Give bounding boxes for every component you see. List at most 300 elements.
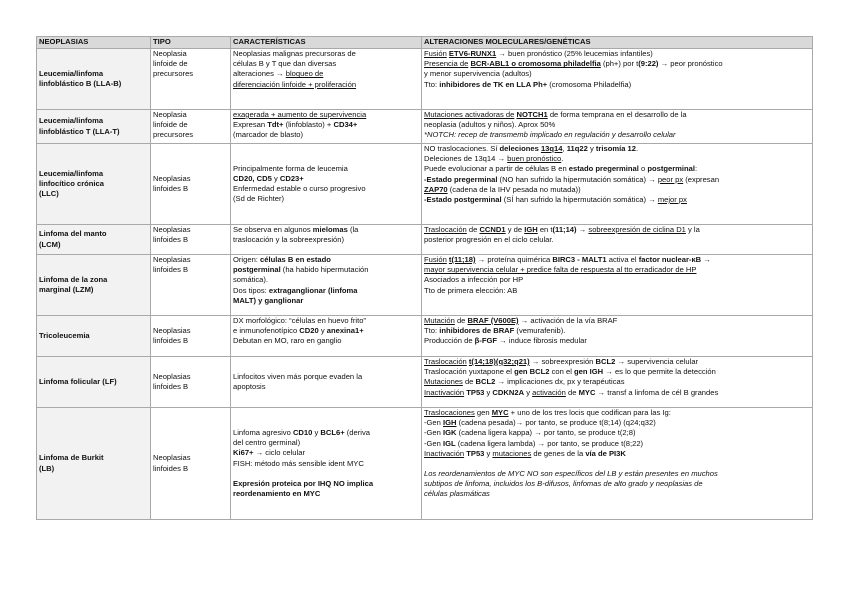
text-run: (cadena pesada)→ por tanto, se produce t(8;14) (q24;q32) [456, 418, 656, 428]
text-run: Se observa en algunos [233, 225, 313, 234]
text-run: Tto: [424, 79, 440, 89]
alteracion-line [424, 175, 810, 185]
text-run: Dos tipos: [233, 285, 269, 295]
text-run: (11;14) [552, 225, 577, 234]
text-run: (linfoblasto) + [283, 120, 334, 130]
text-run: CD20 [299, 326, 319, 336]
caracteristica-line [233, 296, 419, 306]
caracteristica-line [233, 80, 419, 90]
text-run: gen IGH [574, 367, 604, 377]
neoplasia-line: Leucemia/linfoma [39, 168, 104, 178]
table-row [37, 357, 813, 408]
neoplasia-line: Leucemia/linfoma [39, 68, 104, 78]
cell-neoplasia [37, 357, 151, 408]
cell-caracteristicas [231, 255, 422, 316]
caracteristica-line [233, 448, 419, 458]
text-run: y [318, 326, 327, 336]
text-run: deleciones [499, 144, 539, 153]
text-run: mielomas [312, 225, 348, 234]
cell-caracteristicas [231, 225, 422, 255]
caracteristica-line [233, 194, 419, 204]
text-run: t(14;18)(q32;q21) [468, 357, 530, 366]
text-run: → ciclo celular [253, 448, 305, 458]
alteracion-line [424, 130, 810, 140]
text-run: y la [685, 225, 700, 234]
text-run: subtipos de linfoma, incluidos los B-difusos, linfomas de alto grado y neoplasias de [424, 479, 703, 489]
cell-caracteristicas [231, 408, 422, 520]
text-run: MALT) y ganglionar [233, 295, 304, 305]
caracteristica-line [233, 110, 419, 120]
text-run: Presencia de [424, 59, 469, 69]
caracteristica-line [233, 336, 419, 346]
text-run: Tto de primera elección: AB [424, 285, 518, 295]
text-run: Tdt+ [267, 120, 284, 130]
header-caracteristicas: CARACTERÍSTICAS [231, 37, 422, 49]
neoplasia-line: Leucemia/linfoma [39, 116, 104, 126]
text-run: (cadena de la IHV pesada no mutada)) [447, 184, 581, 194]
cell-neoplasia [37, 255, 151, 316]
text-run: CD23+ [279, 173, 304, 183]
header-tipo: TIPO [151, 37, 231, 49]
text-run: . [635, 144, 639, 153]
text-run: TP53 [466, 448, 485, 458]
document-page [36, 36, 812, 520]
text-run: (ha habido hipermutación [280, 265, 369, 275]
text-run: con el [549, 367, 574, 377]
text-run: Expresan [233, 120, 268, 130]
text-run: (Sd de Richter) [233, 194, 285, 204]
text-run: anexina1+ [326, 326, 364, 336]
text-run: y de [505, 225, 525, 234]
neoplasia-line: linfocítico crónica [39, 178, 104, 188]
alteracion-line [424, 110, 810, 120]
text-run: (SÍ han sufrido la hipermutación somática) → [501, 195, 658, 205]
text-run: (cadena ligera lambda) → por tanto, se produce t(8;22) [455, 438, 644, 448]
text-run: activación [532, 387, 566, 397]
text-run: alteraciones → [233, 69, 286, 79]
alteracion-line [424, 377, 810, 387]
text-run: IGK [443, 428, 457, 438]
text-run: → peor pronóstico [658, 59, 723, 69]
text-run: mutaciones [492, 448, 532, 458]
text-run: Origen: [233, 255, 261, 264]
text-run: CD20, CD5 [233, 173, 272, 183]
table-row [37, 110, 813, 144]
neoplasia-line: Linfoma de Burkit [39, 453, 104, 463]
text-run: en t [537, 225, 553, 234]
cell-caracteristicas [231, 49, 422, 110]
text-run: . [561, 154, 564, 164]
table-row [37, 144, 813, 225]
text-run: Linfoma agresivo [233, 427, 293, 437]
text-run: exagerada + aumento de supervivencia [233, 110, 367, 119]
alteracion-line [424, 418, 810, 428]
text-run: → induce fibrosis medular [497, 336, 587, 346]
alteracion-line [424, 195, 810, 205]
text-run: Tto: [424, 326, 440, 336]
cell-caracteristicas [231, 144, 422, 225]
cell-tipo [151, 110, 231, 144]
text-run: peor px [657, 174, 684, 184]
text-run: NO traslocaciones. Sí [424, 144, 500, 153]
caracteristica-line [233, 438, 419, 448]
text-run: gen BCL2 [514, 367, 550, 377]
alteracion-line [424, 428, 810, 438]
text-run: → es lo que permite la detección [603, 367, 716, 377]
table-body [37, 49, 813, 520]
neoplasia-line: linfoblástico B (LLA-B) [39, 79, 122, 88]
alteracion-line [424, 144, 810, 154]
text-run: 13q14 [540, 144, 563, 153]
text-run: 11q22 [566, 144, 588, 153]
caracteristica-line [233, 382, 419, 392]
header-row [37, 37, 813, 49]
text-run: inhibidores de BRAF [439, 326, 515, 336]
text-run: (vemurafenib). [514, 326, 566, 336]
cell-tipo [151, 49, 231, 110]
text-run: Los reordenamientos de MYC NO son específicos del LB y están presentes en muchos [424, 469, 718, 479]
text-run: BCR-ABL1 o cromosoma philadelfia [470, 59, 601, 69]
text-run: Mutación [424, 316, 455, 325]
alteracion-line [424, 49, 810, 59]
text-run: Asociados a infección por HP [424, 275, 524, 285]
tipo-line: Neoplasia [153, 110, 187, 119]
text-run: activa el [606, 255, 639, 264]
caracteristica-line [233, 459, 419, 469]
text-run: Inactivación [424, 387, 465, 397]
tipo-line: precursores [153, 69, 194, 79]
text-run: e inmunofenotípico [233, 326, 300, 336]
text-run: CD10 [292, 427, 313, 437]
text-run: DX morfológico: “células en huevo frito” [233, 316, 366, 325]
text-run: β-FGF [474, 336, 498, 346]
cell-tipo [151, 255, 231, 316]
text-run: de [462, 377, 476, 387]
text-run: Traslocaciones [424, 408, 475, 417]
text-run: mejor px [657, 195, 687, 205]
cell-tipo [151, 316, 231, 357]
caracteristica-line [233, 275, 419, 285]
text-run: (NO han sufrido la hipermutación somática) → [497, 174, 658, 184]
text-run: somática). [233, 275, 269, 285]
neoplasia-line: Linfoma del manto [39, 229, 107, 239]
caracteristica-line [233, 255, 419, 265]
blank-line [233, 469, 419, 479]
cell-alteraciones [422, 255, 813, 316]
cell-alteraciones [422, 110, 813, 144]
alteracion-line [424, 336, 810, 346]
alteracion-line [424, 367, 810, 377]
neoplasia-line: (LCM) [39, 239, 61, 249]
text-run: MYC [578, 387, 596, 397]
text-run: trisomía 12 [595, 144, 636, 153]
text-run: de genes de la [531, 448, 586, 458]
alteracion-line [424, 225, 810, 235]
cell-tipo [151, 408, 231, 520]
caracteristica-line [233, 286, 419, 296]
text-run: → proteína quimérica [475, 255, 553, 264]
text-run: → transf a linfoma de cél B grandes [595, 387, 719, 397]
text-run: Inactivación [424, 448, 465, 458]
text-run: → sobreexpresión [529, 357, 596, 366]
caracteristica-line [233, 59, 419, 69]
cell-neoplasia [37, 225, 151, 255]
text-run: apoptosis [233, 382, 266, 391]
neoplasia-line: marginal (LZM) [39, 285, 94, 294]
text-run: Enfermedad estable o curso progresivo [233, 184, 366, 193]
alteracion-line [424, 154, 810, 164]
text-run: IGH [443, 418, 457, 428]
alteracion-line [424, 265, 810, 275]
text-run: y menor supervivencia (adultos) [424, 69, 532, 79]
text-run: Fusión [424, 255, 447, 264]
text-run: células B en estado [260, 255, 331, 264]
text-run: factor nuclear-κB [638, 255, 702, 264]
caracteristica-line [233, 489, 419, 499]
text-run: Principalmente forma de leucemia [233, 163, 348, 173]
text-run: extraganglionar (linfoma [268, 285, 358, 295]
text-run: Puede evolucionar a partir de células B en [424, 164, 569, 174]
text-run: Deleciones de 13q14 → [424, 154, 508, 164]
alteracion-line [424, 439, 810, 449]
cell-alteraciones [422, 316, 813, 357]
caracteristica-line [233, 184, 419, 194]
text-run: Debutan en MO, raro en ganglio [233, 336, 342, 346]
text-run: postgerminal [647, 164, 695, 174]
header-neoplasias: NEOPLASIAS [37, 37, 151, 49]
tipo-line: linfoides B [153, 184, 189, 193]
text-run: FISH: método más sensible ident MYC [233, 458, 364, 468]
text-run: buen pronóstico [507, 154, 562, 164]
text-run: gen [474, 408, 492, 417]
text-run: → buen pronóstico (25% leucemias infantiles) [496, 49, 653, 58]
tipo-line: precursores [153, 130, 194, 140]
neoplasia-line: Linfoma de la zona [39, 274, 108, 284]
text-run: neoplasia (adultos y niños). Aprox 50% [424, 120, 556, 130]
text-run: → supervivencia celular [615, 357, 699, 366]
text-run: CCND1 [479, 225, 506, 234]
text-run: , [562, 144, 567, 153]
text-run: estado pregerminal [568, 164, 639, 174]
header-alteraciones: ALTERACIONES MOLECULARES/GENÉTICAS [422, 37, 813, 49]
table-row [37, 408, 813, 520]
text-run: y [524, 387, 533, 397]
text-run: y [312, 427, 321, 437]
text-run: Producción de [424, 336, 475, 346]
text-run: IGL [443, 438, 456, 448]
cell-caracteristicas [231, 110, 422, 144]
cell-neoplasia [37, 49, 151, 110]
caracteristica-line [233, 120, 419, 130]
alteracion-line [424, 120, 810, 130]
caracteristica-line [233, 479, 419, 489]
neoplasia-line: Linfoma folicular (LF) [39, 376, 117, 386]
caracteristica-line [233, 225, 419, 235]
text-run: Mutaciones [424, 377, 463, 387]
tipo-line: linfoides B [153, 336, 189, 345]
caracteristica-line [233, 69, 419, 79]
alteracion-line [424, 235, 810, 245]
text-run: (expresan [683, 174, 720, 184]
text-run: IGH [524, 225, 538, 234]
alteracion-line [424, 449, 810, 459]
alteracion-line [424, 489, 810, 499]
alteracion-line [424, 255, 810, 265]
text-run: Expresión proteica por IHQ NO implica [233, 478, 374, 488]
table-row [37, 49, 813, 110]
text-run: -Gen [424, 418, 443, 428]
tipo-line: linfoides B [153, 235, 189, 245]
text-run: (cromosoma Philadelfia) [547, 79, 632, 89]
text-run: (cadena ligera kappa) → por tanto, se produce t(2;8) [456, 428, 636, 438]
caracteristica-line [233, 49, 419, 59]
text-run: vía de PI3K [585, 448, 626, 458]
caracteristica-line [233, 164, 419, 174]
text-run: y [271, 173, 280, 183]
text-run: y [587, 144, 596, 153]
text-run: → activación de la vía BRAF [518, 316, 618, 325]
cell-neoplasia [37, 110, 151, 144]
cell-tipo [151, 357, 231, 408]
text-run: Ki67+ [233, 448, 254, 458]
cell-caracteristicas [231, 357, 422, 408]
neoplasias-table [36, 36, 813, 520]
tipo-line: linfoides B [153, 463, 189, 473]
alteracion-line [424, 80, 810, 90]
text-run: BIRC3 - MALT1 [552, 255, 607, 264]
text-run: de [454, 316, 468, 325]
text-run: de [565, 387, 579, 397]
text-run: de [466, 225, 480, 234]
cell-tipo [151, 225, 231, 255]
text-run: (la [347, 225, 359, 234]
tipo-line: Neoplasia [153, 49, 187, 58]
cell-caracteristicas [231, 316, 422, 357]
alteracion-line [424, 59, 810, 69]
tipo-line: linfoide de [153, 59, 188, 69]
text-run: (deriva [344, 427, 370, 437]
text-run: de forma temprana en el desarrollo de la [547, 110, 687, 119]
alteracion-line [424, 326, 810, 336]
cell-neoplasia [37, 408, 151, 520]
tipo-line: linfoides B [153, 265, 189, 275]
text-run: NOTCH1 [516, 110, 548, 119]
alteracion-line [424, 469, 810, 479]
cell-alteraciones [422, 49, 813, 110]
cell-tipo [151, 144, 231, 225]
text-run: Linfocitos viven más porque evaden la [233, 371, 363, 381]
text-run: BRAF (V600E) [467, 316, 519, 325]
text-run: y [484, 387, 493, 397]
text-run: postgerminal [233, 265, 281, 275]
caracteristica-line [233, 428, 419, 438]
text-run: -Gen [424, 428, 443, 438]
tipo-line: linfoide de [153, 120, 188, 130]
tipo-line: Neoplasias [153, 325, 191, 335]
alteracion-line [424, 69, 810, 79]
text-run: (marcador de blasto) [233, 130, 304, 140]
text-run: mayor supervivencia celular + predice falta de respuesta al tto erradicador de HP [424, 265, 697, 275]
text-run: : [695, 164, 698, 174]
neoplasia-line: Tricoleucemia [39, 330, 90, 340]
text-run: → implicaciones dx, px y terapéuticas [495, 377, 625, 387]
text-run: Traslocación [424, 225, 467, 234]
text-run: Traslocación [424, 357, 467, 366]
text-run: Neoplasias malignas precursoras de [233, 49, 356, 58]
alteracion-line [424, 316, 810, 326]
neoplasia-line: (LLC) [39, 189, 59, 199]
tipo-line: linfoides B [153, 382, 189, 391]
text-run: BCL2 [475, 377, 496, 387]
cell-alteraciones [422, 225, 813, 255]
text-run: CDKN2A [492, 387, 525, 397]
table-row [37, 316, 813, 357]
text-run: y [484, 448, 493, 458]
cell-alteraciones [422, 408, 813, 520]
text-run: traslocación y la sobreexpresión) [233, 235, 345, 245]
text-run: sobreexpresión de ciclina D1 [588, 225, 686, 234]
text-run: *NOTCH: recep de transmemb implicado en regulación y desarrollo celular [424, 130, 676, 140]
text-run: (ph+) por t [600, 59, 639, 69]
cell-alteraciones [422, 144, 813, 225]
text-run: células B y T que dan diversas [233, 59, 337, 69]
alteracion-line [424, 408, 810, 418]
neoplasia-line: linfoblástico T (LLA-T) [39, 126, 120, 136]
tipo-line: Neoplasias [153, 453, 191, 463]
table-row [37, 255, 813, 316]
caracteristica-line [233, 326, 419, 336]
cell-neoplasia [37, 316, 151, 357]
alteracion-line [424, 479, 810, 489]
tipo-line: Neoplasias [153, 255, 191, 264]
text-run: células plasmáticas [424, 489, 490, 499]
caracteristica-line [233, 174, 419, 184]
text-run: TP53 [466, 387, 485, 397]
text-run: posterior progresión en el ciclo celular. [424, 235, 554, 245]
alteracion-line [424, 164, 810, 174]
alteracion-line [424, 286, 810, 296]
text-run: → [576, 225, 589, 234]
text-run: del centro germinal) [233, 438, 301, 448]
cell-neoplasia [37, 144, 151, 225]
cell-alteraciones [422, 357, 813, 408]
tipo-line: Neoplasias [153, 173, 191, 183]
text-run: t(11;18) [448, 255, 476, 264]
text-run: + uno de los tres locis que codifican para las Ig: [508, 408, 671, 417]
text-run: Fusión [424, 49, 447, 58]
text-run: -Estado pregerminal [424, 174, 498, 184]
alteracion-line [424, 388, 810, 398]
neoplasia-line: (LB) [39, 463, 55, 473]
caracteristica-line [233, 130, 419, 140]
text-run: inhibidores de TK en LLA Ph+ [439, 79, 548, 89]
text-run: CD34+ [333, 120, 358, 130]
text-run: -Gen [424, 438, 443, 448]
text-run: -Estado postgerminal [424, 195, 502, 205]
alteracion-line [424, 275, 810, 285]
text-run: o [638, 164, 648, 174]
text-run: MYC [491, 408, 509, 417]
table-row [37, 225, 813, 255]
alteracion-line [424, 357, 810, 367]
text-run: BCL2 [595, 357, 616, 366]
caracteristica-line [233, 372, 419, 382]
text-run: Traslocación yuxtapone el [424, 367, 515, 377]
text-run: reordenamiento en MYC [233, 488, 321, 498]
text-run: bloqueo de [285, 69, 324, 79]
text-run: ZAP70 [424, 184, 448, 194]
text-run: → [701, 255, 711, 264]
